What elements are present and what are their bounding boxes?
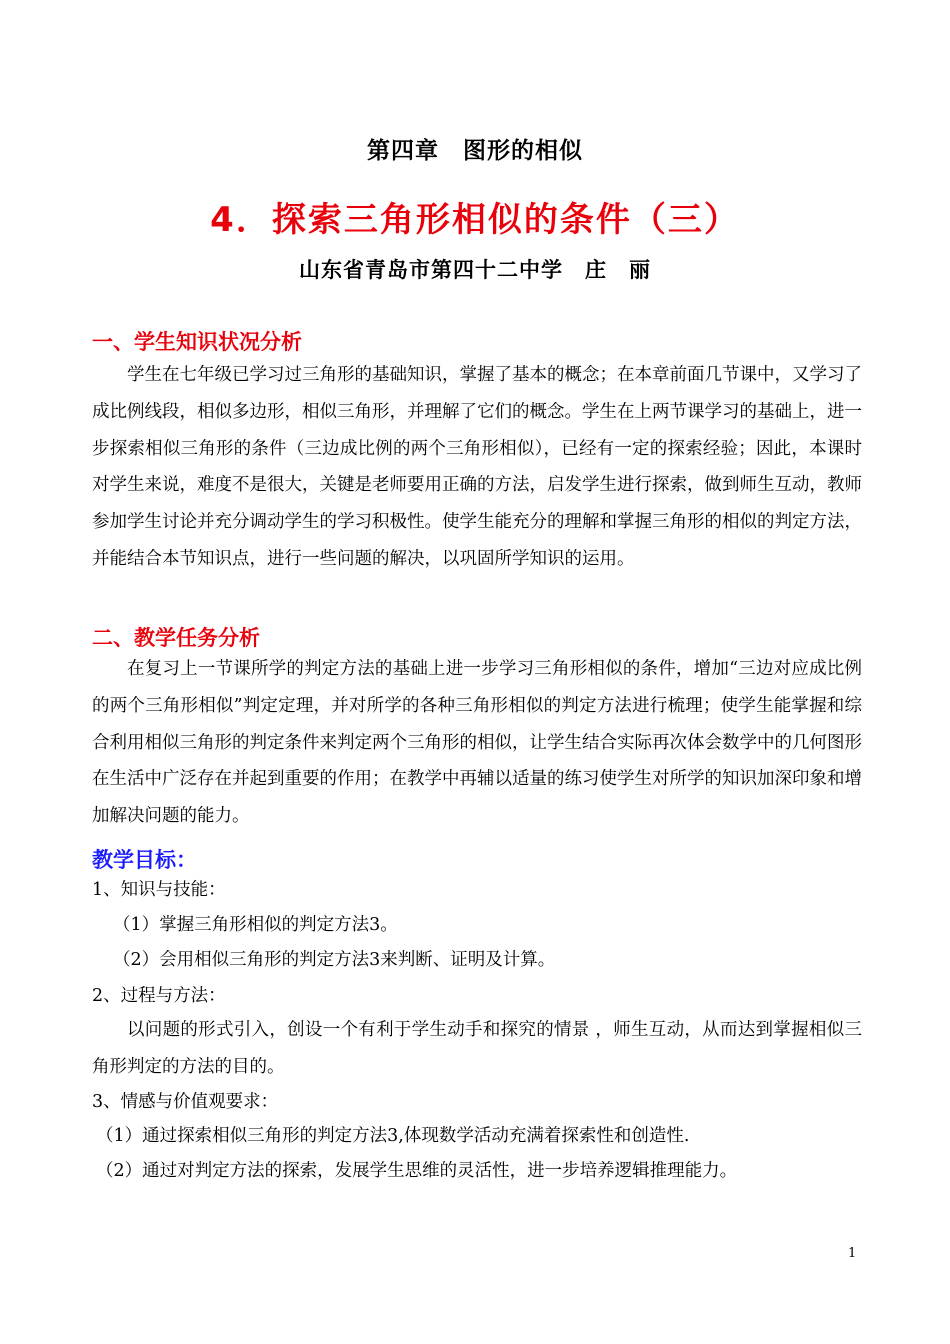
lesson-title: 4．探索三角形相似的条件（三）	[210, 200, 740, 240]
page-number: 1	[848, 1246, 857, 1261]
objective1-title: 1、知识与技能：	[92, 880, 226, 900]
section2-heading: 二、教学任务分析	[92, 626, 260, 650]
objective3-title: 3、情感与价值观要求：	[92, 1092, 279, 1112]
objectives-heading: 教学目标：	[92, 848, 197, 872]
objective3-item-a: （1）通过探索相似三角形的判定方法3,体现数学活动充满着探索性和创造性.	[96, 1126, 690, 1146]
section2-body: 在复习上一节课所学的判定方法的基础上进一步学习三角形相似的条件，增加“三边对应成比例的两个三角形相似”判定定理，并对所学的各种三角形相似的判定方法进行梳理；使学生能掌握和综合利用相似三角形的判定条件来判定两个三角形的相似，让学生结合实际再次体会数学中的几何图形在生活中广泛存在并起到重要的作用；在教学中再辅以适量的练习使学生对所学的知识加深印象和增加解决问题的能力。	[92, 659, 862, 827]
objective2-body: 以问题的形式引入，创设一个有利于学生动手和探究的情景 ，师生互动，从而达到掌握相似三角形判定的方法的目的。	[92, 1020, 862, 1077]
objective1-item-b: （2）会用相似三角形的判定方法3来判断、证明及计算。	[113, 950, 556, 970]
section1-heading: 一、学生知识状况分析	[92, 330, 302, 354]
chapter-heading: 第四章 图形的相似	[367, 138, 583, 164]
author-line: 山东省青岛市第四十二中学 庄 丽	[299, 258, 651, 282]
objective3-item-b: （2）通过对判定方法的探索，发展学生思维的灵活性，进一步培养逻辑推理能力。	[96, 1161, 738, 1181]
objective2-title: 2、过程与方法：	[92, 986, 226, 1006]
section1-body: 学生在七年级已学习过三角形的基础知识，掌握了基本的概念；在本章前面几节课中，又学习了成比例线段，相似多边形，相似三角形，并理解了它们的概念。学生在上两节课学习的基础上，进一步探索相似三角形的条件（三边成比例的两个三角形相似），已经有一定的探索经验；因此，本课时对学生来说，难度不是很大，关键是老师要用正确的方法，启发学生进行探索，做到师生互动，教师参加学生讨论并充分调动学生的学习积极性。使学生能充分的理解和掌握三角形的相似的判定方法，并能结合本节知识点，进行一些问题的解决，以巩固所学知识的运用。	[92, 365, 862, 569]
objective1-item-a: （1）掌握三角形相似的判定方法3。	[113, 915, 398, 935]
